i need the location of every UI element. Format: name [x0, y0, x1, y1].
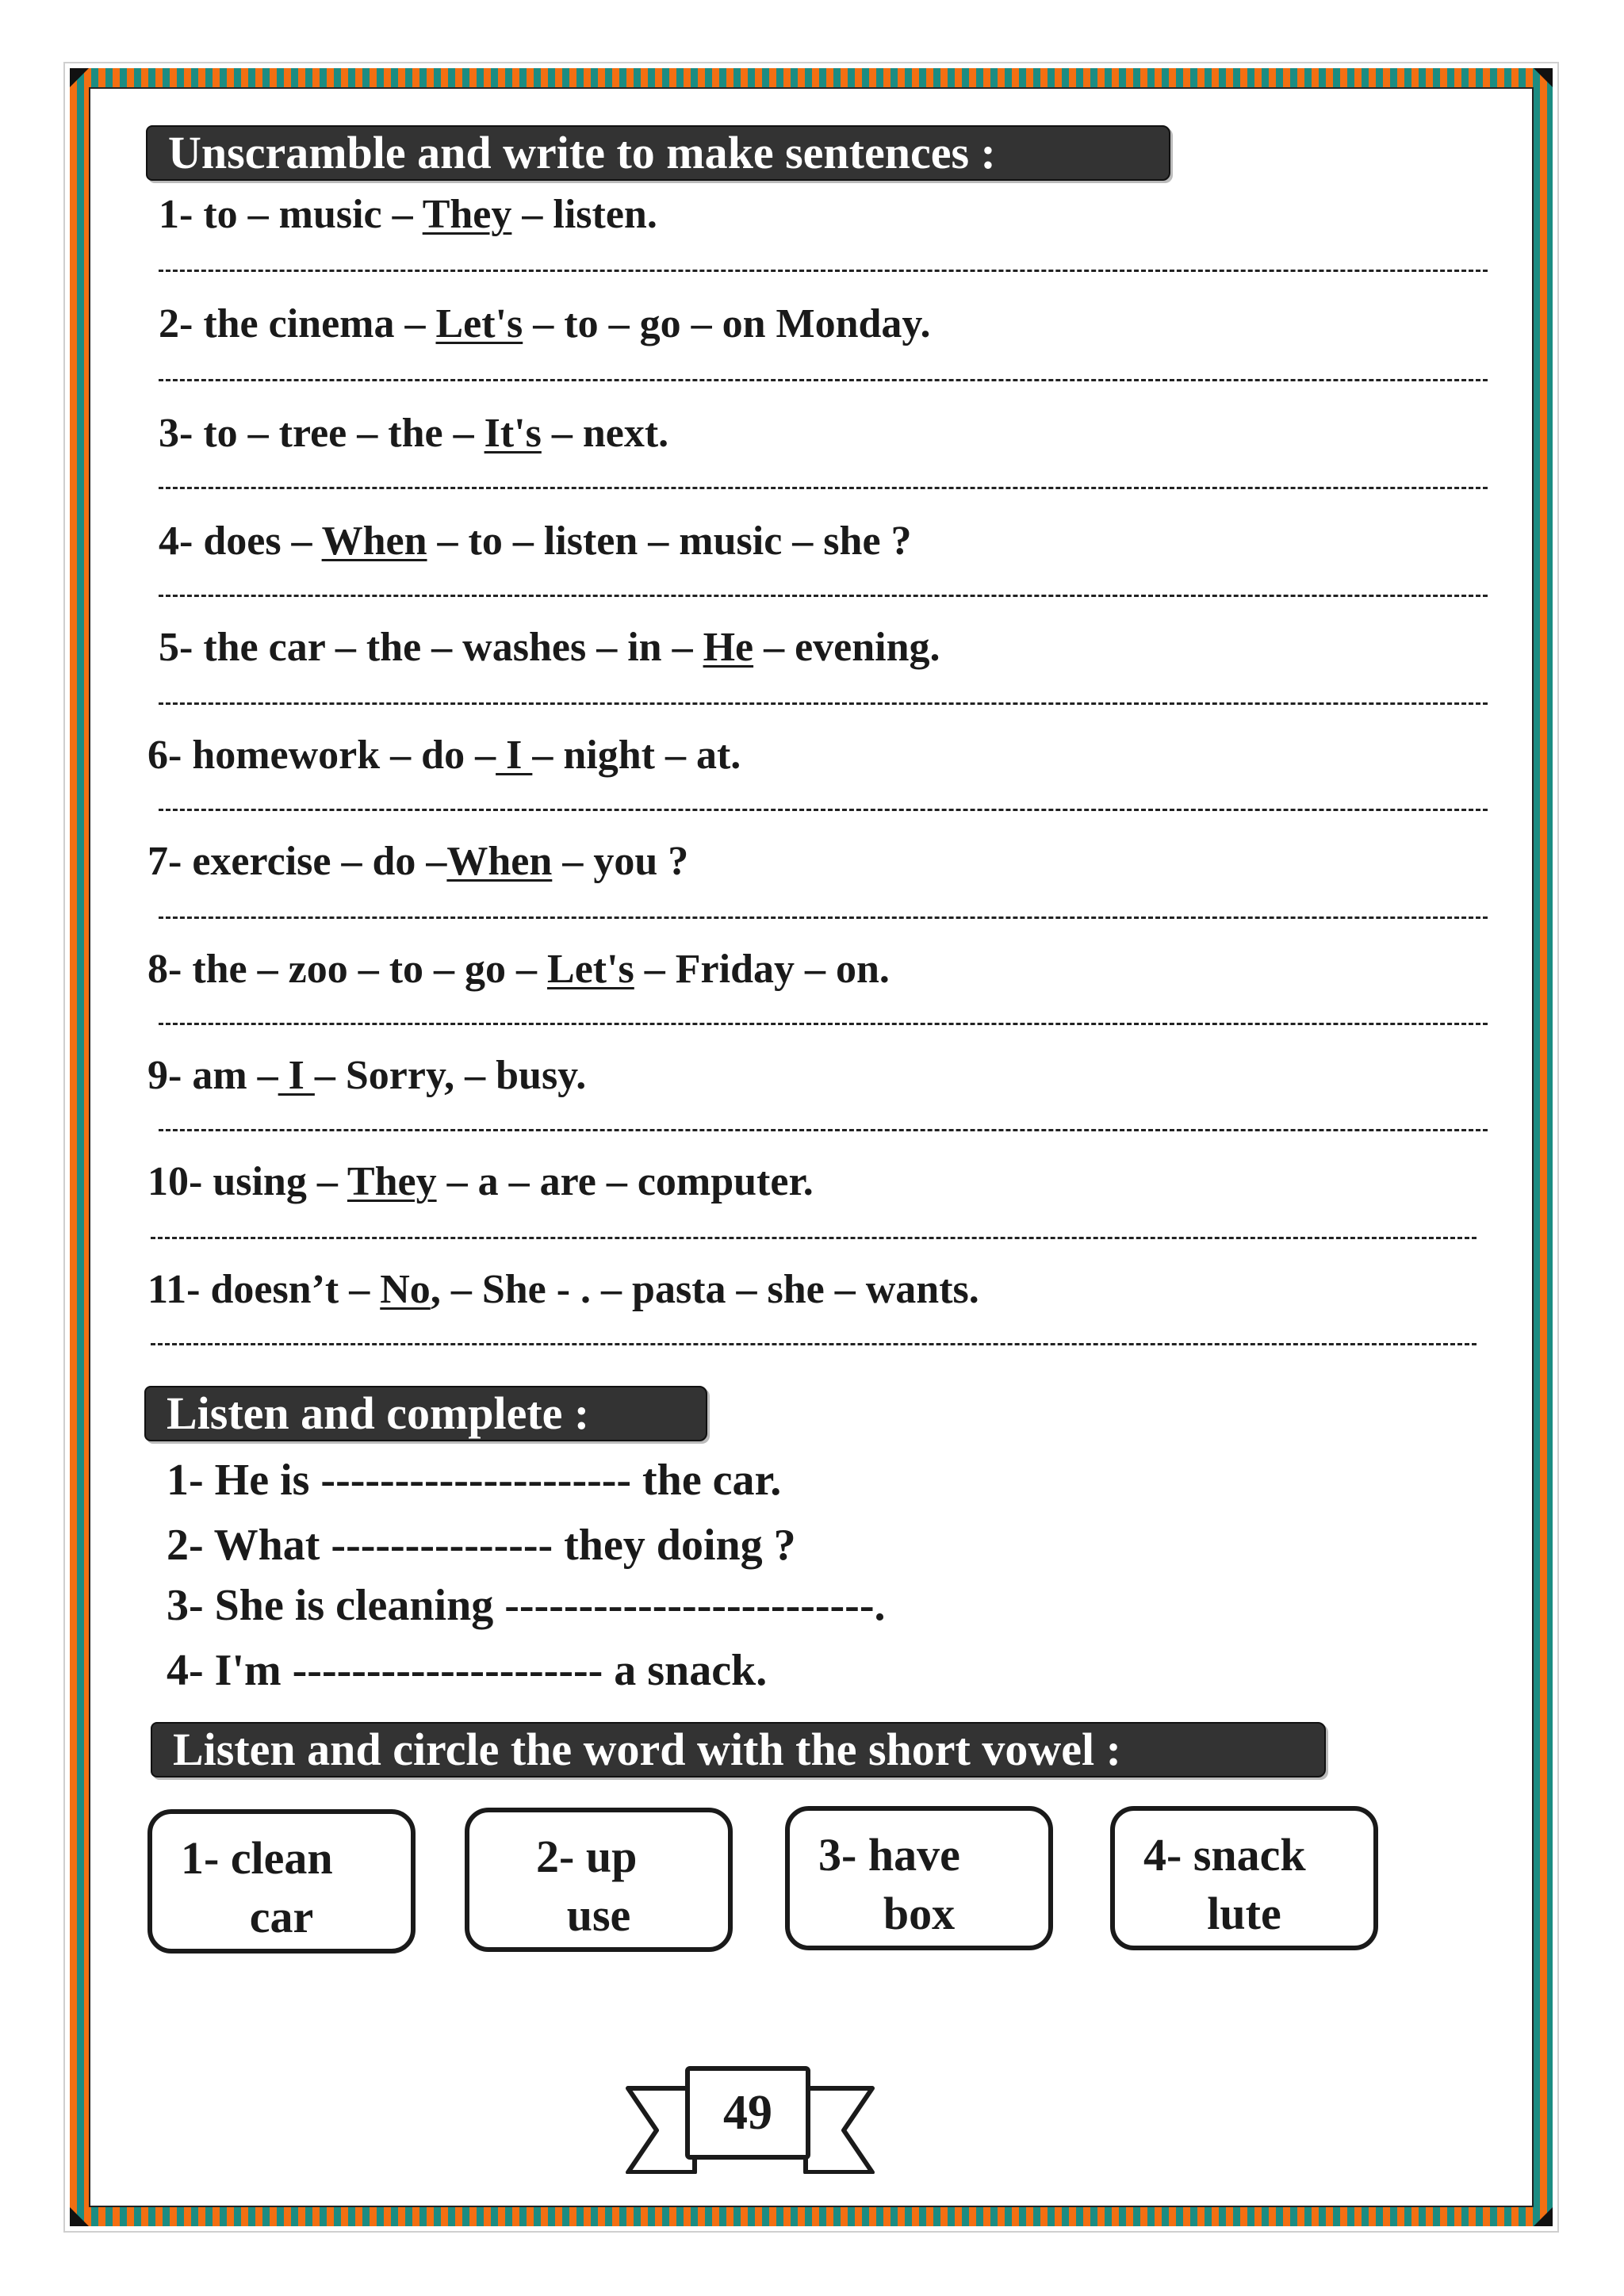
key-word: I	[496, 733, 533, 778]
answer-line-2[interactable]	[159, 379, 1488, 381]
corner-triangle-icon	[1534, 2207, 1553, 2226]
corner-triangle-icon	[70, 68, 89, 87]
word-option-first[interactable]: 4- snack	[1143, 1829, 1306, 1881]
sentence-6: 6- homework – do – I – night – at.	[147, 733, 741, 778]
short-vowel-section-title: Listen and circle the word with the short vowel :	[151, 1722, 1326, 1777]
page-number-ribbon	[625, 2066, 875, 2174]
word-option-first[interactable]: 3- have	[818, 1829, 960, 1881]
answer-line-6[interactable]	[159, 809, 1488, 811]
sentence-8: 8- the – zoo – to – go – Let's – Friday – on.	[147, 947, 890, 992]
word-option-second[interactable]: car	[249, 1891, 314, 1942]
sentence-4: 4- does – When – to – listen – music – she ?	[159, 519, 912, 564]
word-option-second[interactable]: use	[566, 1889, 631, 1941]
page-number: 49	[685, 2066, 810, 2160]
sentence-7: 7- exercise – do –When – you ?	[147, 839, 689, 884]
word-option-first[interactable]: 1- clean	[181, 1832, 333, 1884]
key-word: They	[347, 1159, 437, 1204]
corner-triangle-icon	[70, 2207, 89, 2226]
listen-complete-section-title: Listen and complete :	[144, 1386, 707, 1441]
key-word: Let's	[547, 947, 634, 992]
word-option-second[interactable]: box	[883, 1888, 956, 1939]
sentence-10: 10- using – They – a – are – computer.	[147, 1159, 814, 1204]
word-choice-box-2[interactable]	[465, 1808, 733, 1952]
key-word: They	[422, 192, 512, 237]
key-word: Let's	[435, 301, 523, 346]
answer-line-3[interactable]	[159, 487, 1488, 489]
answer-line-11[interactable]	[151, 1343, 1477, 1345]
unscramble-section-title: Unscramble and write to make sentences :	[146, 125, 1170, 181]
corner-triangle-icon	[1534, 68, 1553, 87]
word-choice-box-3[interactable]	[785, 1806, 1053, 1950]
key-word: No	[380, 1267, 431, 1312]
sentence-5: 5- the car – the – washes – in – He – evening.	[159, 625, 940, 670]
sentence-2: 2- the cinema – Let's – to – go – on Monday.	[159, 301, 931, 346]
answer-line-5[interactable]	[159, 702, 1488, 705]
answer-line-10[interactable]	[151, 1237, 1477, 1239]
key-word: He	[703, 625, 754, 670]
sentence-3: 3- to – tree – the – It's – next.	[159, 411, 669, 456]
complete-item-4: 4- I'm --------------------- a snack.	[167, 1646, 768, 1695]
answer-line-7[interactable]	[159, 916, 1488, 919]
key-word: I	[278, 1053, 315, 1098]
complete-item-1: 1- He is --------------------- the car.	[167, 1456, 782, 1505]
answer-line-1[interactable]	[159, 270, 1488, 272]
answer-line-4[interactable]	[159, 595, 1488, 597]
word-choice-box-1[interactable]	[147, 1809, 416, 1954]
sentence-1: 1- to – music – They – listen.	[159, 192, 657, 237]
sentence-9: 9- am – I – Sorry, – busy.	[147, 1053, 587, 1098]
complete-item-3: 3- She is cleaning -------------------------.	[167, 1581, 886, 1630]
word-option-first[interactable]: 2- up	[536, 1831, 638, 1882]
key-word: When	[321, 519, 427, 564]
answer-line-9[interactable]	[159, 1129, 1488, 1131]
complete-item-2: 2- What --------------- they doing ?	[167, 1521, 796, 1570]
key-word: It's	[484, 411, 542, 456]
answer-line-8[interactable]	[159, 1023, 1488, 1025]
word-choice-box-4[interactable]	[1110, 1806, 1378, 1950]
word-option-second[interactable]: lute	[1207, 1888, 1281, 1939]
key-word: When	[446, 839, 553, 884]
sentence-11: 11- doesn’t – No, – She - . – pasta – she – wants.	[147, 1267, 979, 1312]
